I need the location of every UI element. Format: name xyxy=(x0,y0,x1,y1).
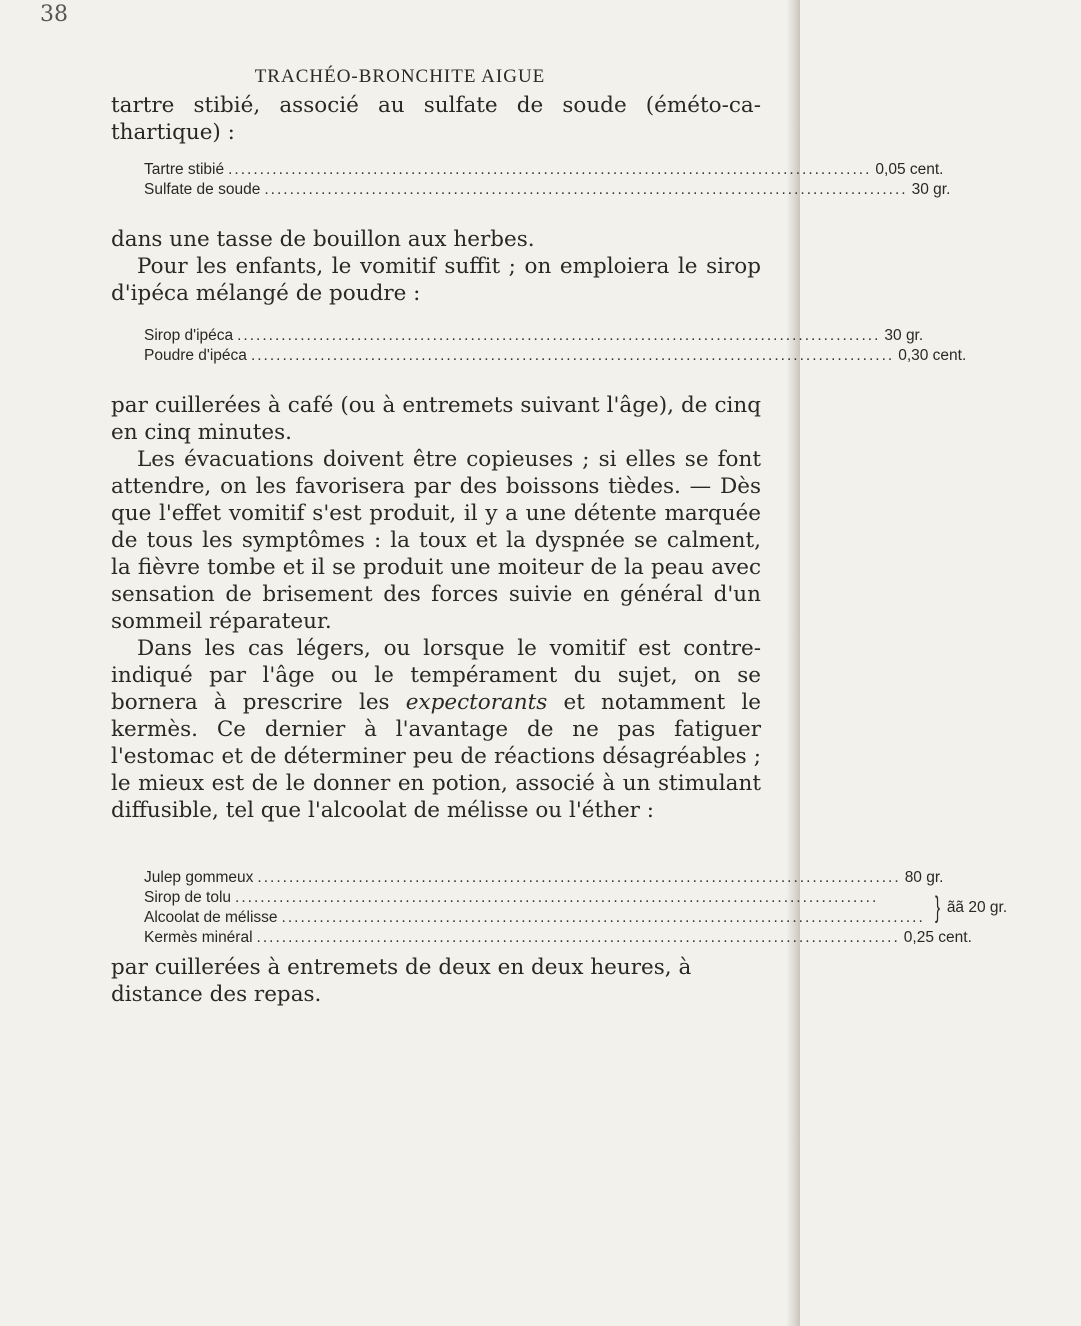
grouped-quantity: ãã 20 gr. xyxy=(946,899,1008,916)
formula-grouped-rows xyxy=(144,888,1008,928)
paragraph-2-3-block xyxy=(111,226,761,307)
ingredient-name: Julep gommeux xyxy=(144,869,254,886)
paragraph: par cuillerées à entremets de deux en deux heures, à distance des repas. xyxy=(111,955,692,1007)
ingredient-quantity: 80 gr. xyxy=(904,869,944,886)
dot-leader xyxy=(237,326,880,346)
ingredient-quantity: 0,30 cent. xyxy=(898,347,967,364)
main-text-block xyxy=(111,392,761,824)
dot-leader xyxy=(251,346,894,366)
running-head: TRACHÉO-BRONCHITE AIGUE xyxy=(254,66,546,87)
paragraph: dans une tasse de bouillon aux herbes. xyxy=(111,227,535,252)
text-run: et notamment le kermès. Ce dernier à l'avantage de ne pas fatiguer l'estomac et de déterminer peu de réactions désagréables ; le mieux est de le donner en potion, associé à un stimulant diffusible, tel que l'alcoolat de mélisse ou l'éther : xyxy=(111,690,762,823)
dot-leader xyxy=(235,888,925,908)
formula-3 xyxy=(144,868,1008,948)
paragraph: tartre stibié, associé au sulfate de soude (éméto-ca-thartique) : xyxy=(111,93,761,145)
formula-row xyxy=(144,868,944,888)
paragraph: par cuillerées à café (ou à entremets suivant l'âge), de cinq en cinq minutes. xyxy=(111,393,761,445)
formula-row xyxy=(144,346,967,366)
ingredient-quantity: 30 gr. xyxy=(911,181,951,198)
formula-row xyxy=(144,180,951,200)
ingredient-name: Poudre d'ipéca xyxy=(144,347,247,364)
text-run: Dans les cas légers, ou lorsque le vomitif est contre-indiqué par l'âge ou le tempérament du sujet, on se bornera à prescrire les xyxy=(111,636,761,715)
formula-row xyxy=(144,928,972,948)
dot-leader xyxy=(282,908,925,928)
ingredient-quantity: 0,25 cent. xyxy=(903,929,972,946)
ingredient-name: Kermès minéral xyxy=(144,929,253,946)
ingredient-quantity: 0,05 cent. xyxy=(875,161,944,178)
ingredient-quantity: 30 gr. xyxy=(884,327,924,344)
formula-1 xyxy=(144,160,951,200)
formula-row xyxy=(144,160,944,180)
grouped-names xyxy=(144,888,935,928)
ingredient-name: Sirop d'ipéca xyxy=(144,327,234,344)
ingredient-name: Tartre stibié xyxy=(144,161,225,178)
closing-text-block xyxy=(111,954,761,1008)
emphasized-term: expectorants xyxy=(405,690,548,715)
ingredient-name: Sirop de tolu xyxy=(144,889,232,906)
brace-symbol: } xyxy=(934,891,940,924)
formula-2 xyxy=(144,326,967,366)
ingredient-name: Sulfate de soude xyxy=(144,181,261,198)
dot-leader xyxy=(257,868,900,888)
paragraph: Les évacuations doivent être copieuses ; si elles se font attendre, on les favorisera par des boissons tièdes. — Dès que l'effet vomitif s'est produit, il y a une détente marquée de tous les symptômes : la toux et la dyspnée se calment, la fièvre tombe et il se produit une moiteur de la peau avec sensation de brisement des forces suivie en général d'un sommeil réparateur. xyxy=(111,447,761,634)
formula-row xyxy=(144,908,935,928)
formula-row xyxy=(144,326,924,346)
paragraph: Pour les enfants, le vomitif suffit ; on emploiera le sirop d'ipéca mélangé de poudre : xyxy=(111,254,761,306)
page-number: 38 xyxy=(40,2,68,27)
paragraph xyxy=(111,635,761,824)
paragraph-1-block xyxy=(111,92,761,146)
dot-leader xyxy=(257,928,900,948)
dot-leader xyxy=(264,180,907,200)
ingredient-name: Alcoolat de mélisse xyxy=(144,909,278,926)
dot-leader xyxy=(228,160,871,180)
formula-row xyxy=(144,888,935,908)
